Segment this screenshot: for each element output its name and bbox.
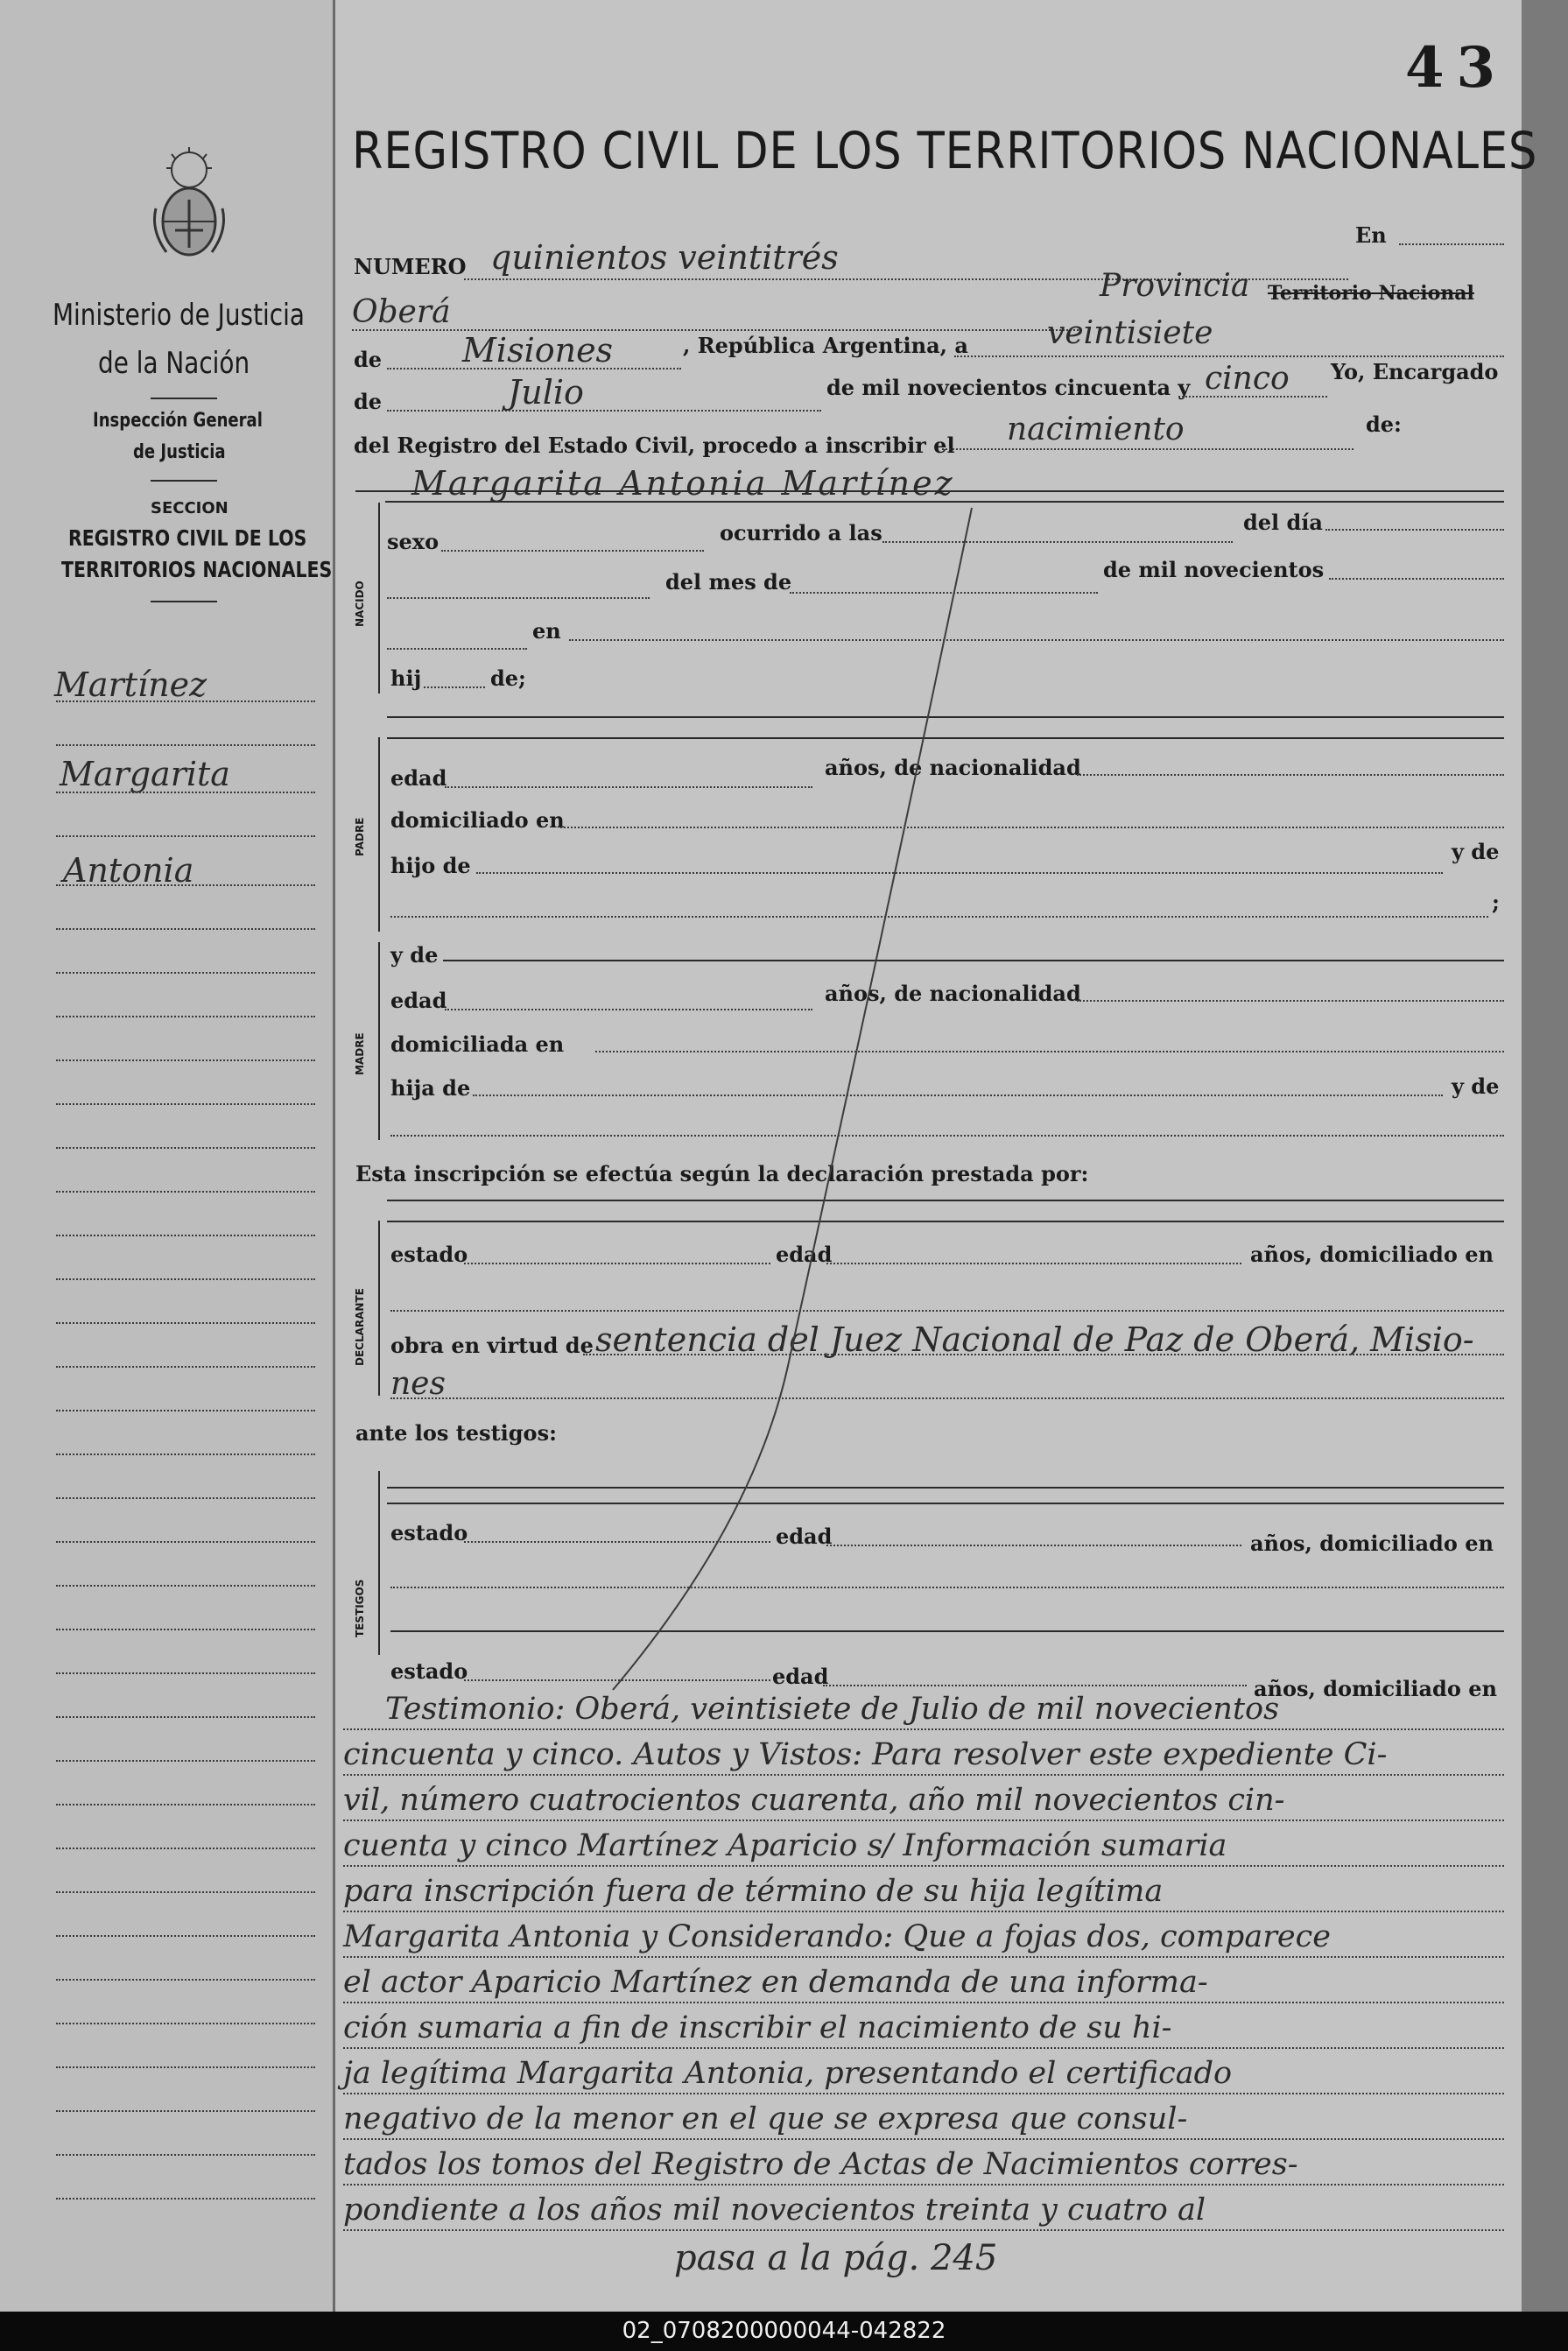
page-title: REGISTRO CIVIL DE LOS TERRITORIOS NACIONALES — [352, 121, 1538, 180]
page-edge-shadow — [1522, 0, 1568, 2312]
obra-value: sentencia del Juez Nacional de Paz de Oberá, Misio- — [595, 1320, 1474, 1359]
testimonio-ruled-line — [343, 1865, 1504, 1867]
sidebar-ruled-line — [56, 1541, 315, 1543]
nacido-bracket — [378, 503, 380, 693]
registry-line-1: REGISTRO CIVIL DE LOS — [68, 525, 307, 551]
mil-novecientos-label: de mil novecientos — [1103, 557, 1325, 582]
month-value: Julio — [508, 373, 584, 412]
hij-line — [424, 686, 485, 688]
madre-y-de-label-2: y de — [1452, 1073, 1500, 1099]
image-reference-code: 02_0708200000044-042822 — [0, 2312, 1568, 2351]
sidebar-ruled-line — [56, 1497, 315, 1499]
sidebar-ruled-line — [56, 1278, 315, 1280]
madre-y-de-label: y de — [390, 942, 439, 968]
testimonio-ruled-line — [343, 2093, 1504, 2094]
sidebar-rule — [151, 398, 217, 399]
inspection-line-1: Inspección General — [93, 410, 263, 432]
declarante-bracket — [378, 1221, 380, 1396]
province-value: Provincia — [1100, 268, 1250, 304]
sidebar-ruled-line — [56, 700, 315, 702]
sidebar-ruled-line — [56, 744, 315, 746]
ministry-line-2: de la Nación — [98, 346, 250, 381]
sidebar-surname: Martínez — [54, 665, 207, 704]
testimonio-ruled-line — [343, 1911, 1504, 1912]
page-number: 43 — [1405, 35, 1508, 101]
sidebar-ruled-line — [56, 1191, 315, 1193]
continuation-note: pasa a la pág. 245 — [674, 2238, 998, 2278]
testigo2-estado-label: estado — [390, 1658, 468, 1684]
testimonio-line: ción sumaria a fin de inscribir el nacimiento de su hi- — [343, 2010, 1172, 2045]
sidebar-ruled-line — [56, 1848, 315, 1849]
del-mes-label: del mes de — [665, 569, 792, 595]
sidebar-rule — [151, 480, 217, 482]
registry-line-2: TERRITORIOS NACIONALES — [61, 557, 333, 582]
del-dia-label: del día — [1243, 510, 1323, 535]
testigos-section-label: TESTIGOS — [354, 1579, 366, 1637]
registry-text: del Registro del Estado Civil, procedo a inscribir el — [354, 433, 955, 458]
padre-anios-nac-label: años, de nacionalidad — [825, 755, 1081, 780]
madre-hija-de-label: hija de — [390, 1075, 471, 1101]
hij-label: hij — [390, 665, 422, 691]
madre-domiciliada-label: domiciliada en — [390, 1031, 565, 1057]
testimonio-line: para inscripción fuera de término de su hija legítima — [343, 1874, 1164, 1909]
sidebar-ruled-line — [56, 884, 315, 886]
de-label-2: de — [354, 389, 383, 414]
sidebar-ruled-line — [56, 1059, 315, 1061]
testimonio-line: tados los tomos del Registro de Actas de Nacimientos corres- — [343, 2147, 1298, 2182]
testigo1-edad-label: edad — [776, 1524, 833, 1549]
testimonio-ruled-line — [343, 2047, 1504, 2049]
sidebar-ruled-line — [56, 1935, 315, 1937]
person-name-value: Margarita Antonia Martínez — [411, 464, 955, 503]
year-text: de mil novecientos cincuenta y — [826, 375, 1191, 400]
sidebar-rule — [151, 601, 217, 602]
declaracion-intro: Esta inscripción se efectúa según la declaración prestada por: — [355, 1161, 1089, 1186]
day-line — [954, 355, 1504, 357]
yo-encargado-text: Yo, Encargado — [1331, 359, 1499, 384]
declarante-anios-dom-label: años, domiciliado en — [1250, 1242, 1494, 1267]
line-blank — [387, 648, 527, 650]
day-value: veintisiete — [1047, 315, 1213, 351]
year-value: cinco — [1205, 361, 1290, 397]
testimonio-line: el actor Aparicio Martínez en demanda de una informa- — [343, 1965, 1208, 2000]
numero-value: quinientos veintitrés — [490, 238, 839, 277]
obra-label: obra en virtud de — [390, 1333, 594, 1358]
testimonio-line: Testimonio: Oberá, veintisiete de Julio de mil novecientos — [385, 1692, 1280, 1727]
province-name-value: Misiones — [462, 331, 614, 370]
en-label: En — [1355, 222, 1387, 248]
sidebar-ruled-line — [56, 2066, 315, 2068]
en-line — [1399, 243, 1504, 245]
madre-edad-label: edad — [390, 988, 447, 1013]
nacido-section-label: NACIDO — [354, 581, 366, 627]
testimonio-ruled-line — [343, 1728, 1504, 1730]
sidebar-ruled-line — [56, 1716, 315, 1718]
column-divider — [333, 0, 335, 2312]
padre-edad-label: edad — [390, 765, 447, 791]
testimonio-ruled-line — [343, 2138, 1504, 2140]
madre-nac-line — [1077, 1000, 1504, 1002]
sidebar-ruled-line — [56, 928, 315, 930]
sidebar-ruled-line — [56, 1979, 315, 1981]
day-born-line — [1325, 529, 1504, 531]
sidebar-ruled-line — [56, 1629, 315, 1630]
sidebar-ruled-line — [56, 835, 315, 837]
testimonio-ruled-line — [343, 2229, 1504, 2231]
sidebar-ruled-line — [56, 2110, 315, 2112]
de-semi-label: de; — [490, 665, 526, 691]
sidebar-ruled-line — [56, 2154, 315, 2156]
sidebar-ruled-line — [56, 1585, 315, 1587]
act-line — [942, 448, 1354, 450]
sidebar-ruled-line — [56, 792, 315, 793]
madre-anios-nac-label: años, de nacionalidad — [825, 981, 1081, 1006]
testimonio-ruled-line — [343, 2002, 1504, 2003]
en-place-label: en — [532, 618, 561, 644]
padre-section-label: PADRE — [354, 817, 366, 856]
testimonio-line: vil, número cuatrocientos cuarenta, año mil novecientos cin- — [343, 1783, 1285, 1818]
year-born-line — [1329, 578, 1504, 580]
testimonio-ruled-line — [343, 1956, 1504, 1958]
testimonio-line: cincuenta y cinco. Autos y Vistos: Para resolver este expediente Ci- — [343, 1737, 1388, 1772]
de-colon-label: de: — [1366, 412, 1402, 437]
sidebar-ruled-line — [56, 1891, 315, 1893]
ocurrido-label: ocurrido a las — [720, 520, 882, 546]
month-line — [387, 410, 821, 412]
declarante-estado-label: estado — [390, 1242, 468, 1267]
testimonio-line: ja legítima Margarita Antonia, presentando el certificado — [343, 2056, 1233, 2091]
testigo1-estado-label: estado — [390, 1520, 468, 1545]
section-label: SECCION — [151, 499, 229, 517]
testimonio-ruled-line — [343, 1774, 1504, 1776]
declarante-section-label: DECLARANTE — [354, 1288, 366, 1366]
testigos-intro: ante los testigos: — [355, 1420, 557, 1446]
inspection-line-2: de Justicia — [133, 441, 226, 463]
testimonio-ruled-line — [343, 1820, 1504, 1821]
sidebar-ruled-line — [56, 1103, 315, 1105]
sidebar-ruled-line — [56, 972, 315, 974]
ministry-line-1: Ministerio de Justicia — [53, 298, 305, 333]
sidebar-ruled-line — [56, 1016, 315, 1017]
sidebar-ruled-line — [56, 1322, 315, 1324]
coat-of-arms-emblem — [149, 147, 229, 261]
sidebar-ruled-line — [56, 1454, 315, 1455]
sidebar-ruled-line — [56, 1235, 315, 1236]
de-label-1: de — [354, 347, 383, 372]
declarante-edad-label: edad — [776, 1242, 833, 1267]
padre-hijo-de-label: hijo de — [390, 853, 471, 878]
sidebar-ruled-line — [56, 1672, 315, 1674]
testigo1-anios-dom-label: años, domiciliado en — [1250, 1531, 1494, 1556]
madre-section-label: MADRE — [354, 1032, 366, 1075]
testimonio-ruled-line — [343, 2184, 1504, 2186]
sidebar-ruled-line — [56, 1366, 315, 1368]
numero-label: NUMERO — [354, 254, 467, 279]
obra-value-2: nes — [390, 1366, 446, 1402]
testimonio-line: negativo de la menor en el que se expresa que consul- — [343, 2101, 1188, 2136]
sidebar-ruled-line — [56, 2023, 315, 2024]
testimonio-line: cuenta y cinco Martínez Aparicio s/ Información sumaria — [343, 1828, 1227, 1863]
act-value: nacimiento — [1007, 412, 1185, 447]
padre-domiciliado-label: domiciliado en — [390, 807, 565, 833]
sidebar-ruled-line — [56, 2198, 315, 2200]
padre-semicolon: ; — [1492, 890, 1500, 915]
testimonio-line: Margarita Antonia y Considerando: Que a fojas dos, comparece — [343, 1919, 1331, 1954]
city-line — [352, 329, 1079, 331]
sidebar-name-2: Antonia — [63, 851, 194, 890]
sexo-label: sexo — [387, 529, 439, 554]
madre-bracket — [378, 942, 380, 1140]
testimonio-line: pondiente a los años mil novecientos treinta y cuatro al — [343, 2193, 1206, 2228]
testigo2-edad-label: edad — [772, 1664, 829, 1689]
city-value: Oberá — [352, 294, 451, 330]
republica-text: , República Argentina, a — [683, 333, 968, 358]
testigo2-anios-dom-label: años, domiciliado en — [1254, 1676, 1497, 1701]
territorio-struck: Territorio Nacional — [1268, 282, 1474, 305]
sidebar-ruled-line — [56, 1804, 315, 1805]
padre-bracket — [378, 737, 380, 932]
padre-y-de-label: y de — [1452, 839, 1500, 864]
diagonal-pen-stroke — [595, 490, 981, 1699]
sidebar-ruled-line — [56, 1147, 315, 1149]
sidebar-ruled-line — [56, 1760, 315, 1762]
sidebar-ruled-line — [56, 1410, 315, 1411]
padre-nac-line — [1077, 774, 1504, 776]
sidebar-name-1: Margarita — [60, 755, 230, 793]
testigos-bracket — [378, 1471, 380, 1655]
